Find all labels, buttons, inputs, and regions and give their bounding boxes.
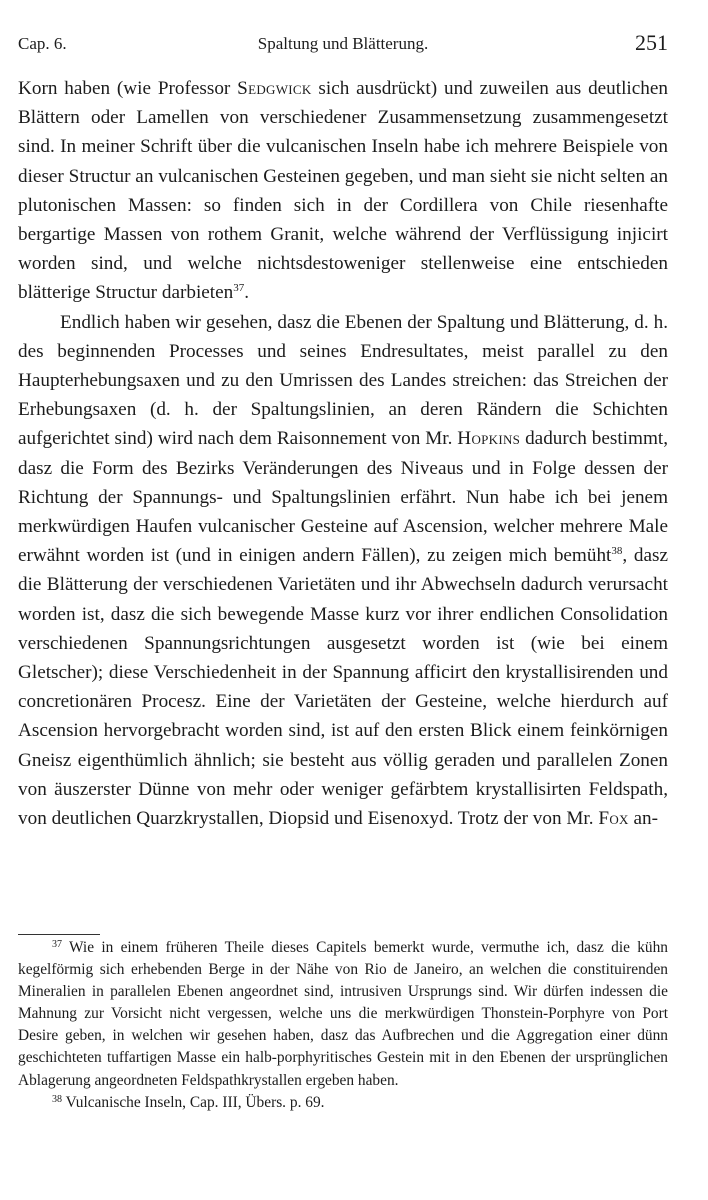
footnote-37-text: Wie in einem früheren Theile dieses Capitels bemerkt wurde, vermuthe ich, dasz die kühn kegelförmig sich erhebenden Berge in der Nähe von Rio de Janeiro, an welchen die constituirenden Mineralien in parallelen Ebenen angeordnet sind, intrusiven Ursprungs sind. Wir dürfen indessen die Mahnung zur Vorsicht nicht vergessen, welche uns die merkwürdigen Thonstein-Porphyre von Port Desire geben, in welchen wir gesehen haben, dasz das Aufbrechen und die Aggregation einer dünn geschichteten tuffartigen Masse ein halb-porphyritisches Gestein mit in den Ebenen der ursprünglichen Ablagerung angeordneten Feldspathkrystallen ergeben haben. xyxy=(18,939,668,1089)
author-name-hopkins: Hopkins xyxy=(457,428,521,450)
footnote-37 xyxy=(18,937,668,1092)
author-name-sedgwick: Sedgwick xyxy=(237,78,312,99)
footnote-38-marker: 38 xyxy=(52,1093,62,1105)
paragraph-1-text-c: . xyxy=(244,282,250,304)
page-number: 251 xyxy=(635,30,668,55)
footnote-ref-38: 38 xyxy=(611,545,623,558)
paragraph-1-text-b: sich ausdrückt) und zuweilen aus deutlichen Blättern oder Lamellen von verschiedener Zusammensetzung zusammengesetzt sind. In meiner Schrift über die vulcanischen Inseln habe ich mehrere Beispiele von dieser Structur an vulcanischen Gesteinen gegeben, und man sieht sie nicht selten an plutonischen Massen: so finden sich in der Cordillera von Chile riesenhafte bergartige Massen von rothem Granit, welche während der Verflüssigung injicirt worden sind, und welche nichtsdestoweniger stellenweise eine entschieden blätterige Structur darbieten xyxy=(18,78,668,304)
paragraph-2-text-c: , dasz die Blätterung der verschiedenen Varietäten und ihr Abwechseln dadurch verursacht worden ist, dasz die sich bewegende Masse kurz vor ihrer endlichen Consolidation verschiedenen Spannungsrichtungen ausgesetzt worden ist (wie bei einem Gletscher); diese Verschiedenheit in der Spannung afficirt den krystallisirenden und concretionären Procesz. Eine der Varietäten der Gesteine, welche hierdurch auf Ascension hervorgebracht worden sind, ist auf den ersten Blick einem feinkörnigen Gneisz eigenthümlich ähnlich; sie besteht aus völlig geraden und parallelen Zonen von äuszerster Dünne von mehr oder weniger gefärbtem krystallisirten Feldspath, von deutlichen Quarzkrystallen, Diopsid und Eisenoxyd. Trotz der von Mr. xyxy=(18,545,668,830)
paragraph-1-text-a: Korn haben (wie Professor xyxy=(18,78,238,99)
paragraph-2-text-d: an- xyxy=(628,808,659,830)
paragraph-2 xyxy=(18,308,668,834)
footnotes xyxy=(18,937,668,1114)
footnote-38 xyxy=(18,1092,668,1114)
footnote-ref-37: 37 xyxy=(233,282,245,295)
paragraph-2-text-a: Endlich haben wir gesehen, dasz die Ebenen der Spaltung und Blätterung, d. h. des beginnenden Processes und seines Endresultates, meist parallel zu den Haupterhebungsaxen und zu den Umrissen des Landes streichen: das Streichen der Erhebungsaxen (d. h. der Spaltungslinien, an deren Rändern die Schichten aufgerichtet sind) wird nach dem Raisonnement von Mr. xyxy=(18,311,668,450)
paragraph-1 xyxy=(18,74,668,308)
main-text xyxy=(18,74,668,833)
running-title: Spaltung und Blätterung. xyxy=(257,34,429,53)
footnote-37-marker: 37 xyxy=(52,939,62,950)
footnote-38-text: Vulcanische Inseln, Cap. III, Übers. p. 69. xyxy=(62,1093,325,1111)
footnote-separator xyxy=(18,934,100,935)
author-name-fox: Fox xyxy=(598,808,629,830)
running-header xyxy=(18,30,668,58)
paragraph-2-text-b: dadurch bestimmt, dasz die Form des Bezirks Veränderungen des Niveaus und in Folge dessen der Richtung der Spannungs- und Spaltungslinien erfährt. Nun habe ich bei jenem merkwürdigen Haufen vulcanischer Gesteine auf Ascension, welcher mehrere Male erwähnt worden ist (und in einigen andern Fällen), zu zeigen mich bemüht xyxy=(18,428,668,567)
chapter-label: Cap. 6. xyxy=(18,34,67,53)
